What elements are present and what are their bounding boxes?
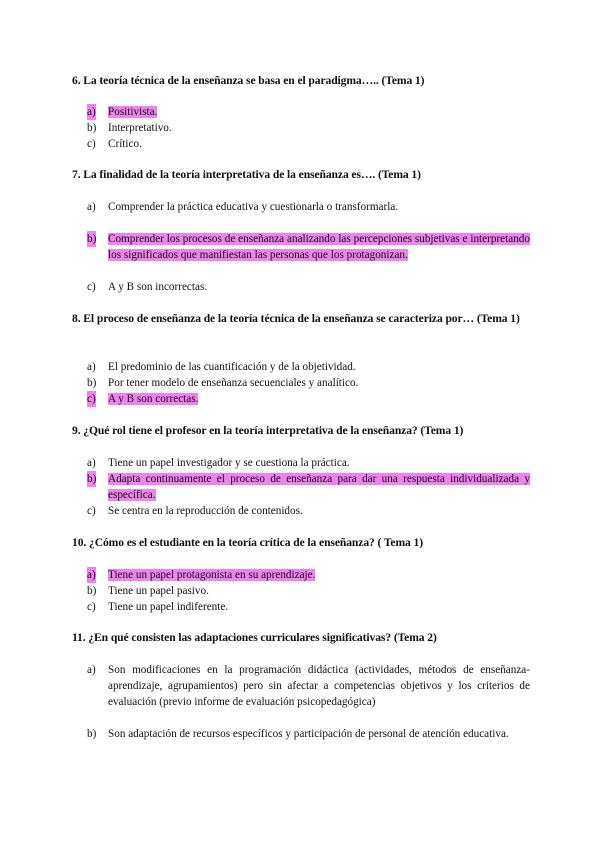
option-item — [87, 120, 530, 136]
option-item — [87, 662, 530, 710]
option-item — [87, 503, 530, 519]
option-letter: a) — [87, 106, 96, 118]
option-item — [87, 136, 530, 152]
option-letter: c) — [87, 601, 96, 613]
question-11-title: 11. ¿En qué consisten las adaptaciones curriculares significativas? (Tema 2) — [72, 631, 437, 644]
option-text: Interpretativo. — [108, 122, 172, 134]
option-letter: a) — [87, 361, 96, 373]
option-text-highlighted: Positivista. — [108, 106, 158, 118]
option-letter: b) — [87, 122, 97, 134]
option-text: A y B son incorrectas. — [108, 281, 208, 293]
option-item — [87, 567, 530, 583]
option-item — [87, 199, 530, 215]
option-item — [87, 391, 530, 407]
option-text: Se centra en la reproducción de contenidos. — [108, 505, 303, 517]
option-text: Son modificaciones en la programación didáctica (actividades, métodos de enseñanza-aprendizaje, agrupamientos) pero sin afectar a competencias objetivos y los criterios de evaluación (previo informe de evaluación psicopedagógica) — [108, 664, 530, 708]
option-item — [87, 375, 530, 391]
question-7-options — [87, 199, 530, 295]
option-letter: c) — [87, 393, 96, 405]
option-item — [87, 455, 530, 471]
option-text: Son adaptación de recursos específicos y participación de personal de atención educativa. — [108, 728, 509, 740]
option-letter: b) — [87, 377, 97, 389]
option-item — [87, 599, 530, 615]
option-letter: c) — [87, 505, 96, 517]
option-letter: b) — [87, 473, 97, 485]
option-item — [87, 231, 530, 263]
question-8-options — [87, 359, 530, 407]
option-letter: a) — [87, 201, 96, 213]
option-letter: a) — [87, 457, 96, 469]
question-7-title: 7. La finalidad de la teoría interpretativa de la enseñanza es…. (Tema 1) — [72, 168, 421, 181]
question-8-title: 8. El proceso de enseñanza de la teoría técnica de la enseñanza se caracteriza por… (Tema 1) — [72, 312, 520, 325]
option-letter: b) — [87, 233, 97, 245]
option-text: Por tener modelo de enseñanza secuenciales y analítico. — [108, 377, 359, 389]
option-letter: a) — [87, 569, 96, 581]
option-item — [87, 359, 530, 375]
option-item — [87, 583, 530, 599]
option-item — [87, 279, 530, 295]
question-9-options — [87, 455, 530, 519]
option-text-highlighted: Comprender los procesos de enseñanza analizando las percepciones subjetivas e interpretando los significados que manifiestan las personas que los protagonizan. — [108, 233, 530, 261]
option-item — [87, 471, 530, 503]
option-letter: c) — [87, 138, 96, 150]
option-text: Tiene un papel investigador y se cuestiona la práctica. — [108, 457, 350, 469]
option-item — [87, 726, 530, 742]
option-text: Crítico. — [108, 138, 142, 150]
option-text-highlighted: Adapta continuamente el proceso de enseñanza para dar una respuesta individualizada y específica. — [108, 473, 530, 501]
option-text: El predominio de las cuantificación y de la objetividad. — [108, 361, 356, 373]
question-6-title: 6. La teoría técnica de la enseñanza se basa en el paradigma….. (Tema 1) — [72, 74, 425, 87]
option-text-highlighted: Tiene un papel protagonista en su aprendizaje. — [108, 569, 316, 581]
option-letter: b) — [87, 728, 97, 740]
option-text-highlighted: A y B son correctas. — [108, 393, 199, 405]
question-11-options — [87, 662, 530, 742]
option-text: Tiene un papel indiferente. — [108, 601, 229, 613]
option-letter: b) — [87, 585, 97, 597]
option-letter: a) — [87, 664, 96, 676]
option-text: Comprender la práctica educativa y cuestionarla o transformarla. — [108, 201, 399, 213]
question-10-title: 10. ¿Cómo es el estudiante en la teoría crítica de la enseñanza? ( Tema 1) — [72, 536, 423, 549]
question-9-title: 9. ¿Qué rol tiene el profesor en la teoría interpretativa de la enseñanza? (Tema 1) — [72, 424, 464, 437]
option-item — [87, 104, 530, 120]
question-6-options — [87, 104, 530, 152]
option-text: Tiene un papel pasivo. — [108, 585, 209, 597]
option-letter: c) — [87, 281, 96, 293]
question-10-options — [87, 567, 530, 615]
